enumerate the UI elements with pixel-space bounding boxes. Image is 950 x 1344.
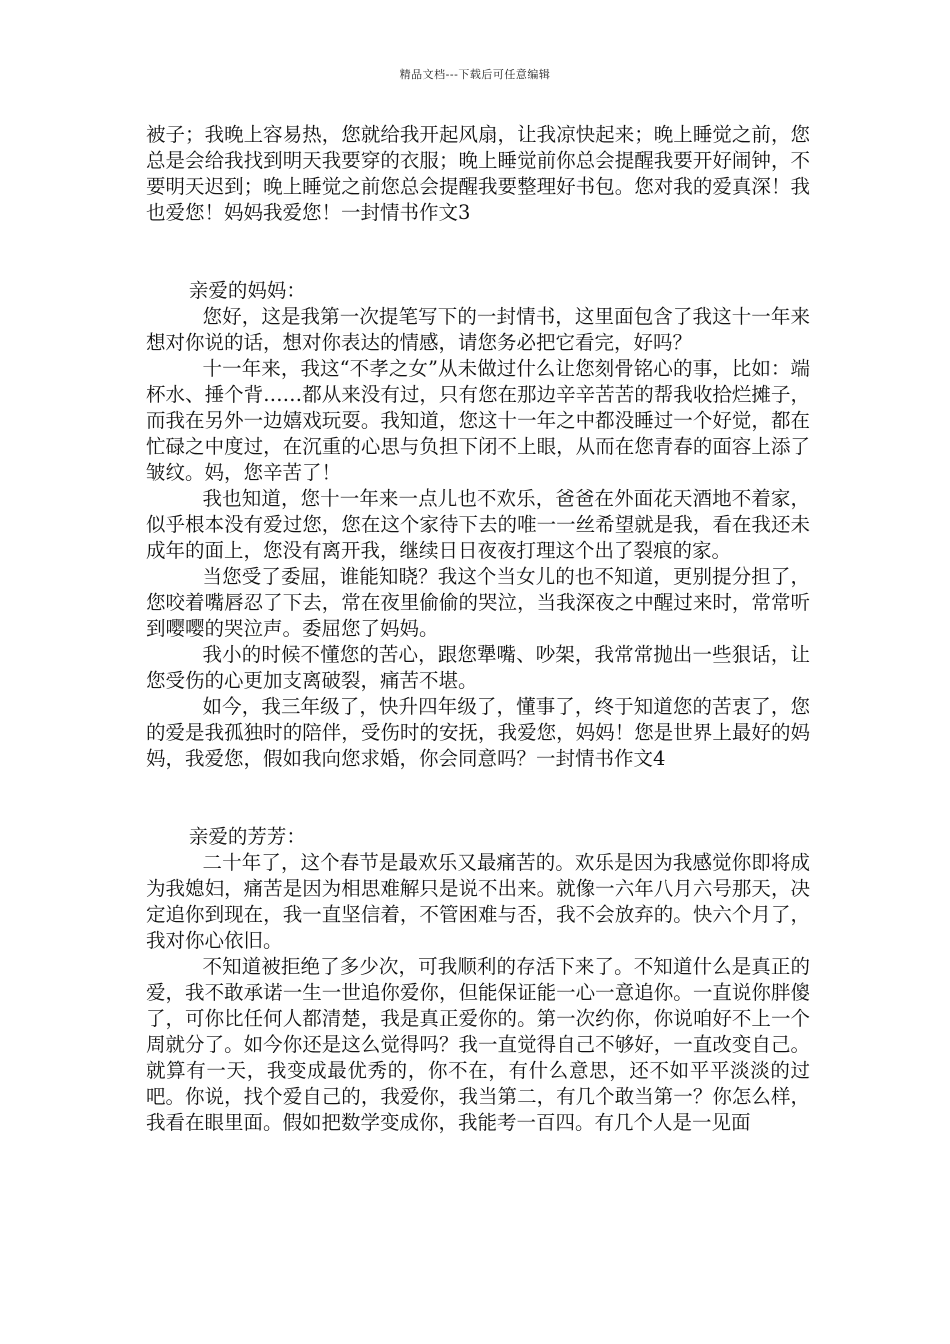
document-body (146, 122, 810, 1136)
paragraph: 二十年了，这个春节是最欢乐又最痛苦的。欢乐是因为我感觉你即将成为我媳妇，痛苦是因为相思难解只是说不出来。就像一六年八月六号那天，决定追你到现在，我一直坚信着，不管困难与否，我不会放弃的。快六个月了，我对你心依旧。 (146, 851, 810, 952)
section-gap (146, 226, 810, 278)
salutation: 亲爱的芳芳： (188, 825, 306, 848)
salutation: 亲爱的妈妈： (188, 279, 306, 302)
paragraph: 当您受了委屈，谁能知晓？我这个当女儿的也不知道，更别提分担了，您咬着嘴唇忍了下去，常在夜里偷偷的哭泣，当我深夜之中醒过来时，常常听到嘤嘤的哭泣声。委屈您了妈妈。 (146, 565, 810, 640)
paragraph: 十一年来，我这“不孝之女”从未做过什么让您刻骨铭心的事，比如：端杯水、捶个背……都从来没有过，只有您在那边辛辛苦苦的帮我收拾烂摊子，而我在另外一边嬉戏玩耍。我知道，您这十一年之中都没睡过一个好觉，都在忙碌之中度过，在沉重的心思与负担下闭不上眼，从而在您青春的面容上添了皱纹。妈，您辛苦了！ (146, 357, 810, 484)
paragraph: 您好，这是我第一次提笔写下的一封情书，这里面包含了我这十一年来想对你说的话，想对你表达的情感，请您务必把它看完，好吗？ (146, 305, 810, 354)
paragraph: 如今，我三年级了，快升四年级了，懂事了，终于知道您的苦衷了，您的爱是我孤独时的陪伴，受伤时的安抚，我爱您，妈妈！您是世界上最好的妈妈，我爱您，假如我向您求婚，你会同意吗？一封情书作文4 (146, 695, 810, 770)
paragraph: 我小的时候不懂您的苦心，跟您犟嘴、吵架，我常常抛出一些狠话，让您受伤的心更加支离破裂，痛苦不堪。 (146, 643, 810, 692)
paragraph: 不知道被拒绝了多少次，可我顺利的存活下来了。不知道什么是真正的爱，我不敢承诺一生一世追你爱你，但能保证能一心一意追你。一直说你胖傻了，可你比任何人都清楚，我是真正爱你的。第一次约你，你说咱好不上一个周就分了。如今你还是这么觉得吗？我一直觉得自己不够好，一直改变自己。就算有一天，我变成最优秀的，你不在，有什么意思，还不如平平淡淡的过吧。你说，找个爱自己的，我爱你，我当第二，有几个敢当第一？你怎么样，我看在眼里面。假如把数学变成你，我能考一百四。有几个人是一见面 (146, 955, 810, 1134)
section-gap (146, 772, 810, 824)
paragraph: 被子；我晚上容易热，您就给我开起风扇，让我凉快起来；晚上睡觉之前，您总是会给我找到明天我要穿的衣服；晚上睡觉前你总会提醒我要开好闹钟，不要明天迟到；晚上睡觉之前您总会提醒我要整理好书包。您对我的爱真深！我也爱您！妈妈我爱您！一封情书作文3 (146, 123, 810, 224)
page-header: 精品文档---下载后可任意编辑 (399, 68, 551, 81)
paragraph: 我也知道，您十一年来一点儿也不欢乐，爸爸在外面花天酒地不着家，似乎根本没有爱过您，您在这个家待下去的唯一一丝希望就是我，看在我还未成年的面上，您没有离开我，继续日日夜夜打理这个出了裂痕的家。 (146, 487, 810, 562)
